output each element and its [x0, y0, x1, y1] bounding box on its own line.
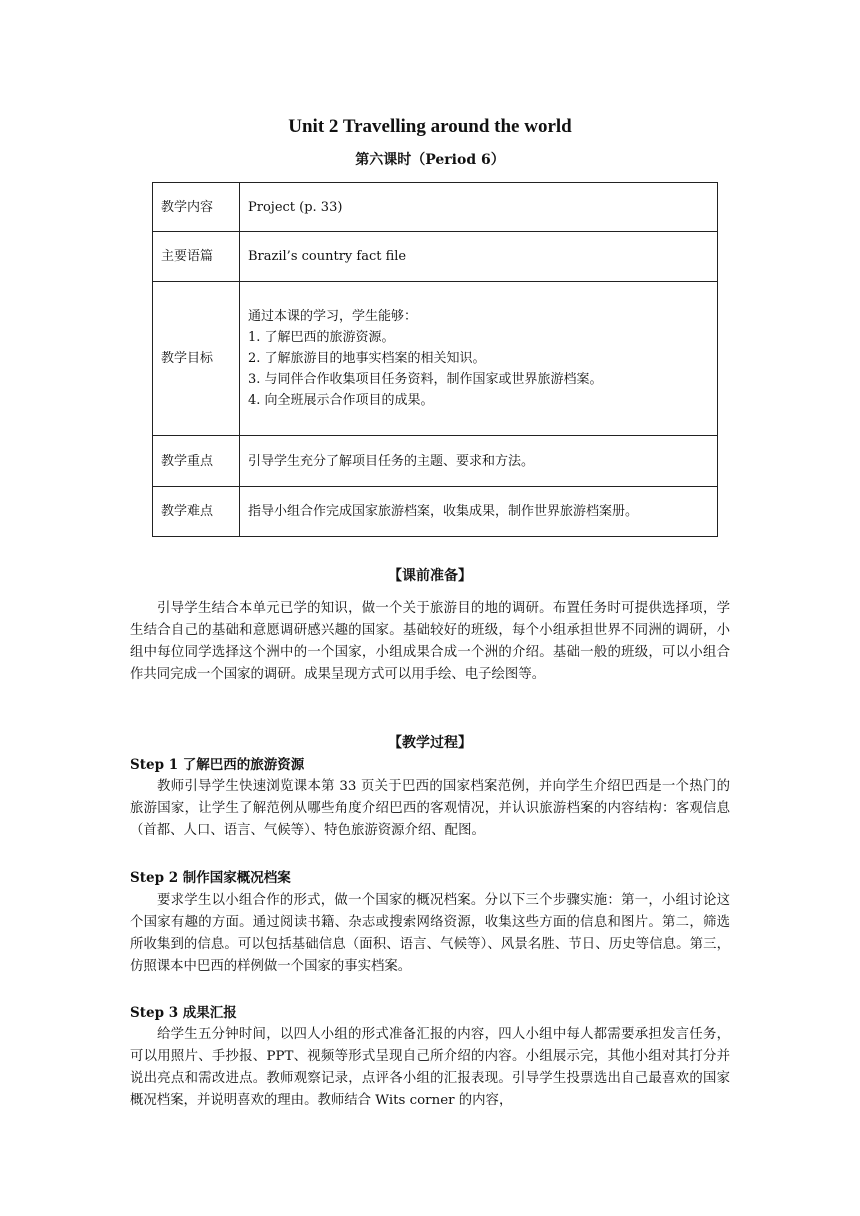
- objective-item: 3. 与同伴合作收集项目任务资料，制作国家或世界旅游档案。: [248, 372, 603, 387]
- objective-item: 4. 向全班展示合作项目的成果。: [248, 393, 434, 408]
- step-2-title: Step 2 制作国家概况档案: [130, 870, 291, 886]
- objectives-intro: 通过本课的学习，学生能够：: [248, 309, 418, 324]
- row-label: 教学目标: [153, 282, 240, 436]
- table-row: [153, 232, 718, 282]
- lesson-info-table: [152, 182, 718, 537]
- step-3-paragraph: 给学生五分钟时间，以四人小组的形式准备汇报的内容，四人小组中每人都需要承担发言任务，可以用照片、手抄报、PPT、视频等形式呈现自己所介绍的内容。小组展示完，其他小组对其打分并说出亮点和需改进点。教师观察记录，点评各小组的汇报表现。引导学生投票选出自己最喜欢的国家概况档案，并说明喜欢的理由。教师结合 Wits corner 的内容，: [130, 1027, 730, 1108]
- table-row: [153, 487, 718, 537]
- step-2-paragraph: 要求学生以小组合作的形式，做一个国家的概况档案。分以下三个步骤实施：第一，小组讨论这个国家有趣的方面。通过阅读书籍、杂志或搜索网络资源，收集这些方面的信息和图片。第二，筛选所收集到的信息。可以包括基础信息（面积、语言、气候等）、风景名胜、节日、历史等信息。第三，仿照课本中巴西的样例做一个国家的事实档案。: [130, 893, 730, 974]
- preparation-paragraph: 引导学生结合本单元已学的知识，做一个关于旅游目的地的调研。布置任务时可提供选择项，学生结合自己的基础和意愿调研感兴趣的国家。基础较好的班级，每个小组承担世界不同洲的调研，小组中每位同学选择这个洲中的一个国家，小组成果合成一个洲的介绍。基础一般的班级，可以小组合作共同完成一个国家的调研。成果呈现方式可以用手绘、电子绘图等。: [130, 601, 730, 682]
- row-label: 教学内容: [153, 183, 240, 232]
- step-3-title: Step 3 成果汇报: [130, 1005, 237, 1021]
- row-value: 引导学生充分了解项目任务的主题、要求和方法。: [240, 436, 718, 487]
- row-value: Project (p. 33): [240, 183, 718, 232]
- table-row: [153, 282, 718, 436]
- row-label: 教学重点: [153, 436, 240, 487]
- row-label: 教学难点: [153, 487, 240, 537]
- document-title: Unit 2 Travelling around the world: [288, 116, 572, 137]
- preparation-heading: 【课前准备】: [388, 568, 472, 584]
- objective-item: 2. 了解旅游目的地事实档案的相关知识。: [248, 351, 486, 366]
- row-value: 指导小组合作完成国家旅游档案，收集成果，制作世界旅游档案册。: [240, 487, 718, 537]
- process-heading: 【教学过程】: [388, 735, 472, 751]
- row-value: Brazil’s country fact file: [240, 232, 718, 282]
- table-row: [153, 183, 718, 232]
- objective-item: 1. 了解巴西的旅游资源。: [248, 330, 395, 345]
- table-row: [153, 436, 718, 487]
- period-subtitle: 第六课时（Period 6）: [355, 152, 505, 168]
- objectives-cell: [240, 282, 718, 436]
- step-1-title: Step 1 了解巴西的旅游资源: [130, 757, 305, 773]
- row-label: 主要语篇: [153, 232, 240, 282]
- step-1-paragraph: 教师引导学生快速浏览课本第 33 页关于巴西的国家档案范例，并向学生介绍巴西是一个热门的旅游国家，让学生了解范例从哪些角度介绍巴西的客观情况，并认识旅游档案的内容结构：客观信息（首都、人口、语言、气候等）、特色旅游资源介绍、配图。: [130, 779, 730, 838]
